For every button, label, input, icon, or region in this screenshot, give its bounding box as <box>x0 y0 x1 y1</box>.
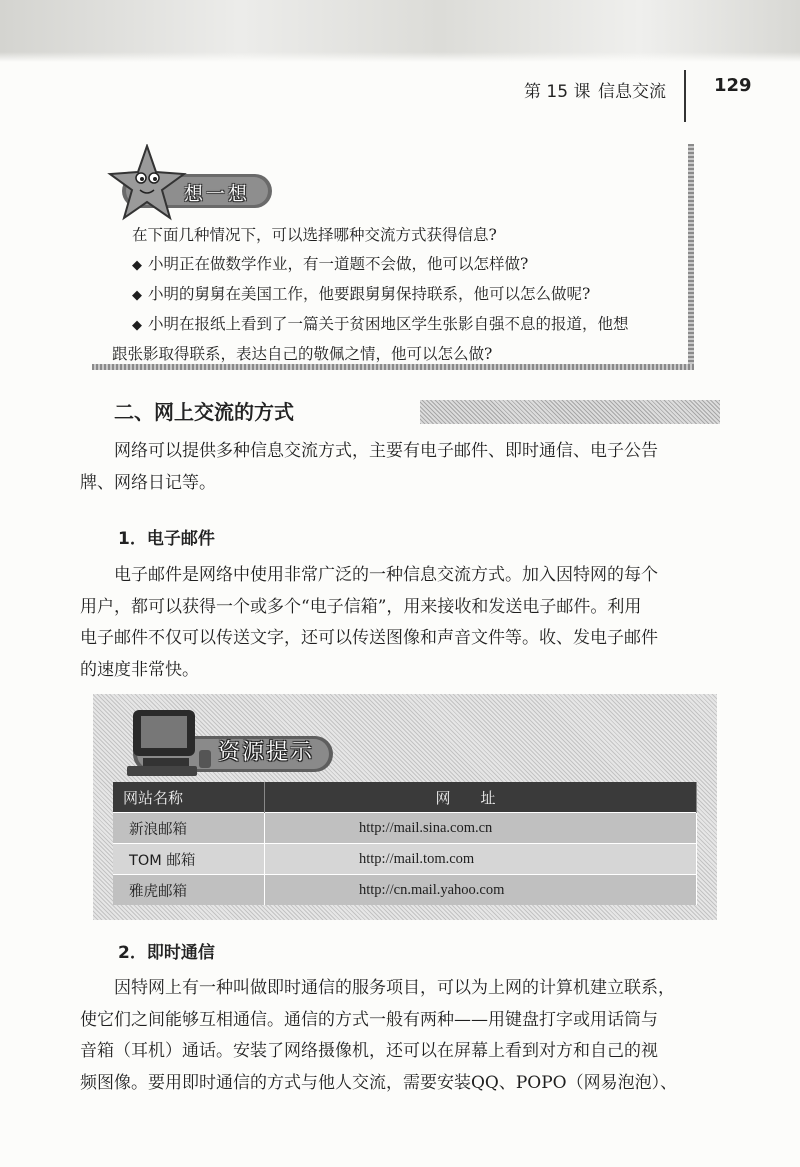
url-cell: http://mail.sina.com.cn <box>265 813 697 844</box>
table-row <box>113 875 697 906</box>
site-name-cell: 新浪邮箱 <box>113 813 265 844</box>
url-cell: http://mail.tom.com <box>265 844 697 875</box>
email-sites-table <box>113 782 697 905</box>
url-cell: http://cn.mail.yahoo.com <box>265 875 697 906</box>
section-decorative-band <box>420 400 720 424</box>
email-paragraph <box>80 560 720 686</box>
text-line: 牌、网络日记等。 <box>80 472 216 493</box>
top-decorative-band <box>0 0 800 62</box>
lesson-title: 信息交流 <box>598 82 666 102</box>
diamond-bullet-icon: ◆ <box>132 318 142 333</box>
column-header-site-name: 网站名称 <box>113 782 265 813</box>
im-paragraph <box>80 973 720 1099</box>
text-line: 的速度非常快。 <box>80 659 199 680</box>
page-number: 129 <box>714 75 752 96</box>
header-divider <box>684 70 686 122</box>
text-line: 音箱（耳机）通话。安装了网络摄像机，还可以在屏幕上看到对方和自己的视 <box>80 1041 658 1061</box>
section-intro-paragraph <box>80 436 720 499</box>
site-name-cell: 雅虎邮箱 <box>113 875 265 906</box>
think-bullet: ◆ 小明的舅舅在美国工作，他要跟舅舅保持联系，他可以怎么做呢? <box>132 285 591 303</box>
lesson-number: 第 15 课 <box>524 82 591 102</box>
think-bullet: ◆ 小明在报纸上看到了一篇关于贫困地区学生张影自强不息的报道，他想 <box>132 315 629 333</box>
think-box-content <box>112 221 684 369</box>
think-bullet-continuation: 跟张影取得联系，表达自己的敬佩之情，他可以怎么做? <box>112 345 493 363</box>
resource-box <box>93 694 717 920</box>
section-title: 二、网上交流的方式 <box>114 400 294 424</box>
diamond-bullet-icon: ◆ <box>132 258 142 273</box>
text-line: 电子邮件不仅可以传送文字，还可以传送图像和声音文件等。收、发电子邮件 <box>80 628 658 648</box>
page-header <box>470 74 770 108</box>
site-name-cell: TOM 邮箱 <box>113 844 265 875</box>
think-box <box>92 144 694 370</box>
text-line: 使它们之间能够互相通信。通信的方式一般有两种——用键盘打字或用话筒与 <box>80 1009 658 1030</box>
im-subtitle: 2．即时通信 <box>118 943 215 963</box>
email-subtitle: 1．电子邮件 <box>118 529 215 549</box>
think-bullet: ◆ 小明正在做数学作业，有一道题不会做，他可以怎样做? <box>132 255 529 273</box>
think-box-label: 想一想 <box>184 183 251 205</box>
text-line: 电子邮件是网络中使用非常广泛的一种信息交流方式。加入因特网的每个 <box>114 565 658 585</box>
column-header-url: 网址 <box>265 782 697 813</box>
think-intro: 在下面几种情况下，可以选择哪种交流方式获得信息? <box>132 226 497 244</box>
table-header-row <box>113 782 697 813</box>
text-line: 用户，都可以获得一个或多个“电子信箱”，用来接收和发送电子邮件。利用 <box>80 596 642 617</box>
table-row <box>113 844 697 875</box>
resource-box-label: 资源提示 <box>218 740 315 765</box>
text-line: 因特网上有一种叫做即时通信的服务项目，可以为上网的计算机建立联系， <box>114 978 675 998</box>
diamond-bullet-icon: ◆ <box>132 288 142 303</box>
think-box-border-right <box>688 144 694 370</box>
text-line: 频图像。要用即时通信的方式与他人交流，需要安装QQ、POPO（网易泡泡）、 <box>80 1072 678 1093</box>
text-line: 网络可以提供多种信息交流方式，主要有电子邮件、即时通信、电子公告 <box>114 441 658 461</box>
table-row <box>113 813 697 844</box>
